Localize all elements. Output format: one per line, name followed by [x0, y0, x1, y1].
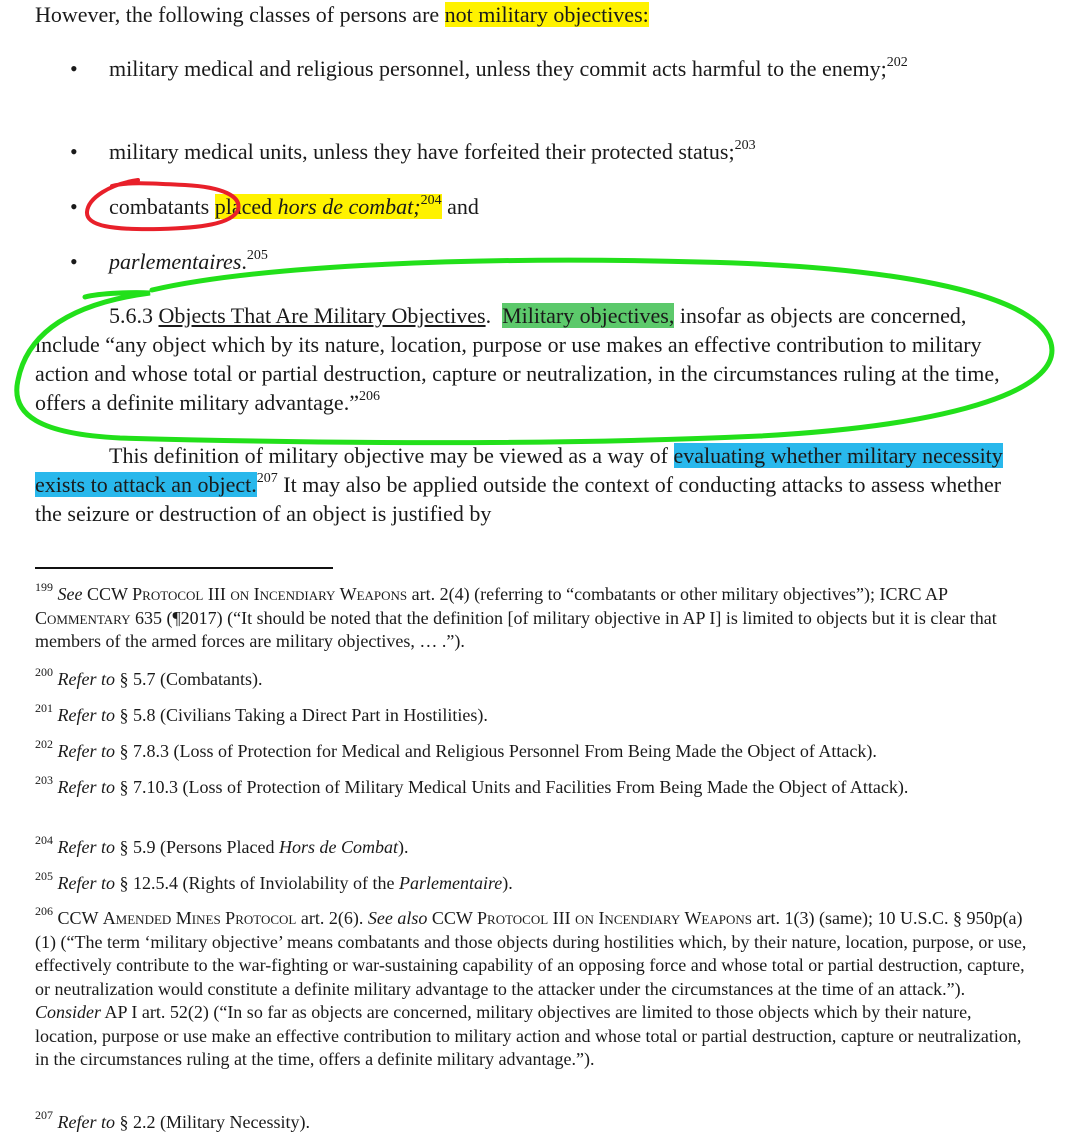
footnote-ref[interactable]: 207	[256, 470, 278, 486]
highlight-military-necessity: evaluating whether military necessity exists to attack an object.	[35, 443, 1003, 497]
section-heading: Objects That Are Military Objectives	[158, 303, 486, 328]
footnote-number: 204	[35, 833, 53, 847]
word-combatants: combatants	[109, 194, 210, 219]
footnote-number: 202	[35, 737, 53, 751]
highlight-not-military-objectives: not military objectives:	[444, 2, 649, 27]
italic-term: parlementaires	[109, 249, 242, 274]
footnote-number: 200	[35, 665, 53, 679]
footnote-ref[interactable]: 206	[358, 388, 380, 404]
intro-text: However, the following classes of persons are	[35, 2, 445, 27]
document-page: However, the following classes of persons are not military objectives: • military medical and religious personnel, unless they commit acts harmful to the enemy;$^{202}$ • military medical units, unless they have forfeited their protected status;$^{203}$ • combatants placed hors de combat;$^{204}$ and • parlementaires.$^{205}$ 5.6.3 Objects That Are Military Objectives. Military objectives, insofar as objects are concerned, include “any object which by its nature, location, purpose or use makes an effective contribution to military action and whose total or partial destruction, capture or neutralization, in the circumstances ruling at the time, offers a definite military advantage.”$^{206}$ This definition of military objective may be viewed as a way of evaluating whether military necessity exists to attack an object.$^{207}$ It may also be applied outside the context of conducting attacks to assess whether the seizure or destruction of an object is justified by $^{199}$ See CCW Protocol III on Incendiary Weapons art. 2(4) (referring to “combatants or other military objectives”); ICRC AP Commentary 635 (¶2017) (“It should be noted that the definition [of military objective in AP I] is limited to objects but it is clear that members of the armed forces are military objectives, … .”). $^{200}$ Refer to § 5.7 (Combatants). $^{201}$ Refer to § 5.8 (Civilians Taking a Direct Part in Hostilities). $^{202}$ Refer to § 7.8.3 (Loss of Protection for Medical and Religious Personnel From Being Made the Object of Attack). $^{203}$ Refer to § 7.10.3 (Loss of Protection of Military Medical Units and Facilities From Being Made the Object of Attack). $^{204}$ Refer to § 5.9 (Persons Placed Hors de Combat). $^{205}$ Refer to § 12.5.4 (Rights of Inviolability of the Parlementaire). $^{206}$ CCW Amended Mines Protocol art. 2(6). See also CCW Protocol III on Incendiary Weapons art. 1(3) (same); 10 U.S.C. § 950p(a)(1) (“The term ‘military objective’ means combatants and those objects during hostilities which, by their nature, location, purpose, or use, effectively contribute to the war-fighting or war-sustaining capability of an opposing force and whose total or partial destruction, capture, or neutralization would constitute a definite military advantage to the attacker under the circumstances at the time of an attack.”). Consider AP I art. 52(2) (“In so far as objects are concerned, military objectives are limited to those objects which by their nature, location, purpose or use make an effective contribution to military action and whose total or partial destruction, capture or neutralization, in the circumstances ruling at the time, offers a definite military advantage.”). $^{207}$ Refer to § 2.2 (Military Necessity).	[0, 0, 1080, 1143]
footnote-number: 206	[35, 904, 53, 918]
bullet-icon: •	[70, 249, 78, 274]
footnote-199: $^{199}$ See CCW Protocol III on Incendiary Weapons art. 2(4) (referring to “combatants or other military objectives”); ICRC AP Commentary 635 (¶2017) (“It should be noted that the definition [of military objective in AP I] is limited to objects but it is clear that members of the armed forces are military objectives, … .”).	[35, 580, 997, 651]
bullet-text: military medical units, unless they have forfeited their protected status;	[109, 139, 735, 164]
highlight-placed-hors-de-combat: placed hors de combat;$^{204}$	[214, 192, 442, 219]
bullet-icon: •	[70, 139, 78, 164]
footnote-204: $^{204}$ Refer to § 5.9 (Persons Placed Hors de Combat).	[35, 833, 409, 857]
footnote-203: $^{203}$ Refer to § 7.10.3 (Loss of Protection of Military Medical Units and Facilities From Being Made the Object of Attack).	[35, 773, 909, 797]
section-5-6-3-paragraph: 5.6.3 Objects That Are Military Objectives. Military objectives, insofar as objects are concerned, include “any object which by its nature, location, purpose or use makes an effective contribution to military action and whose total or partial destruction, capture or neutralization, in the circumstances ruling at the time, offers a definite military advantage.”$^{206}$	[35, 303, 1000, 415]
footnote-ref[interactable]: 204	[420, 192, 442, 208]
footnote-201: $^{201}$ Refer to § 5.8 (Civilians Taking a Direct Part in Hostilities).	[35, 701, 488, 725]
footnote-ref[interactable]: 205	[246, 247, 268, 263]
footnote-207: $^{207}$ Refer to § 2.2 (Military Necessity).	[35, 1108, 310, 1132]
footnote-number: 201	[35, 701, 53, 715]
footnote-number: 199	[35, 580, 53, 594]
definition-paragraph: This definition of military objective may be viewed as a way of evaluating whether military necessity exists to attack an object.$^{207}$ It may also be applied outside the context of conducting attacks to assess whether the seizure or destruction of an object is justified by	[35, 443, 1003, 526]
footnote-number: 203	[35, 773, 53, 787]
footnote-ref[interactable]: 203	[734, 137, 756, 153]
footnote-number: 207	[35, 1108, 53, 1122]
footnote-number: 205	[35, 869, 53, 883]
bullet-icon: •	[70, 194, 78, 219]
footnote-206: $^{206}$ CCW Amended Mines Protocol art. 2(6). See also CCW Protocol III on Incendiary Weapons art. 1(3) (same); 10 U.S.C. § 950p(a)(1) (“The term ‘military objective’ means combatants and those objects during hostilities which, by their nature, location, purpose, or use, effectively contribute to the war-fighting or war-sustaining capability of an opposing force and whose total or partial destruction, capture, or neutralization would constitute a definite military advantage to the attacker under the circumstances at the time of an attack.”). Consider AP I art. 52(2) (“In so far as objects are concerned, military objectives are limited to those objects which by their nature, location, purpose or use make an effective contribution to military action and whose total or partial destruction, capture or neutralization, in the circumstances ruling at the time, offers a definite military advantage.”).	[35, 904, 1027, 1069]
intro-sentence	[35, 0, 1055, 29]
footnote-200: $^{200}$ Refer to § 5.7 (Combatants).	[35, 665, 263, 689]
footnote-ref[interactable]: 202	[886, 54, 908, 70]
bullet-icon: •	[70, 56, 78, 81]
section-body-text: insofar as objects are concerned, include “any object which by its nature, location, purpose or use makes an effective contribution to military action and whose total or partial destruction, capture or neutralization, in the circumstances ruling at the time, offers a definite military advantage.”	[35, 303, 1000, 415]
highlight-military-objectives: Military objectives,	[502, 303, 675, 328]
footnote-divider	[35, 567, 333, 569]
footnote-205: $^{205}$ Refer to § 12.5.4 (Rights of Inviolability of the Parlementaire).	[35, 869, 513, 893]
footnote-202: $^{202}$ Refer to § 7.8.3 (Loss of Protection for Medical and Religious Personnel From Being Made the Object of Attack).	[35, 737, 877, 761]
bullet-text: military medical and religious personnel, unless they commit acts harmful to the enemy;	[109, 56, 887, 81]
section-number: 5.6.3	[109, 303, 153, 328]
